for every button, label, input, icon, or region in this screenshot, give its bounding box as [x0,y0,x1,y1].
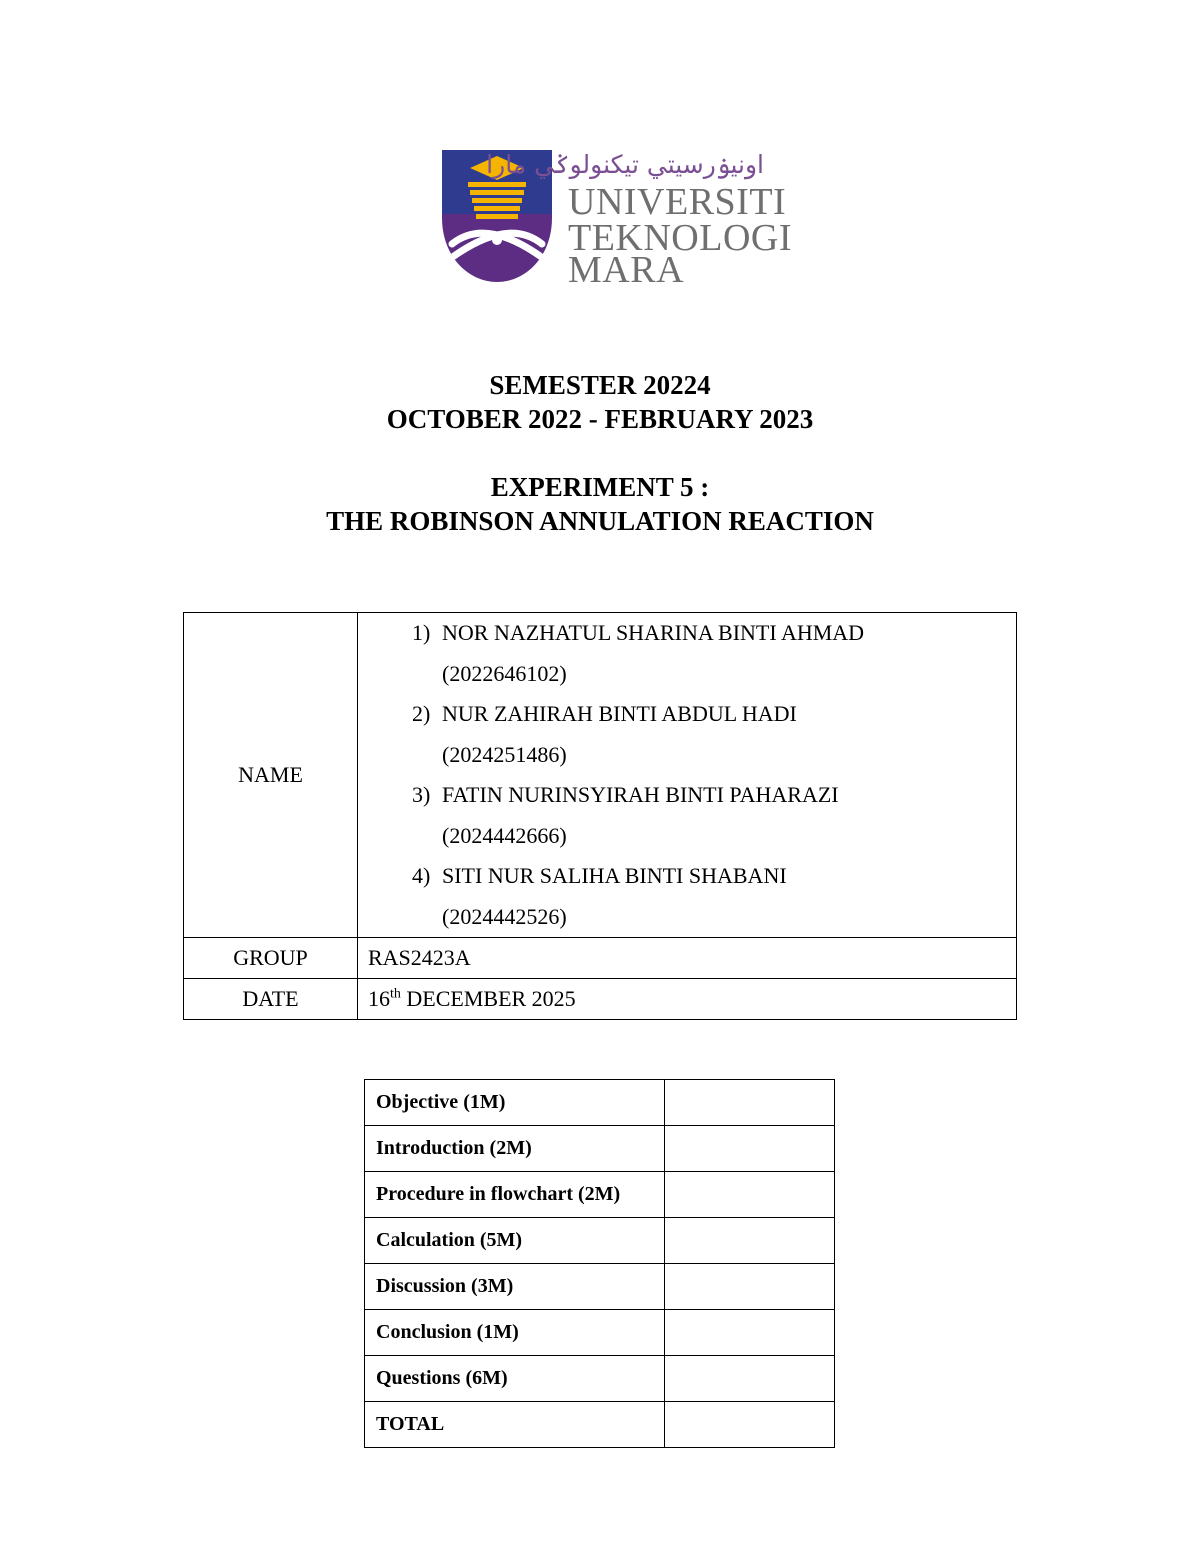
marks-criterion: Objective (1M) [365,1080,665,1126]
experiment-title: THE ROBINSON ANNULATION REACTION [326,506,874,536]
marks-criterion: Questions (6M) [365,1356,665,1402]
marks-criterion: Discussion (3M) [365,1264,665,1310]
marks-criterion: Procedure in flowchart (2M) [365,1172,665,1218]
marks-row-total [365,1402,835,1448]
name-row [184,613,1017,938]
logo-word-teknologi: TEKNOLOGI [568,217,793,259]
marks-score-cell [664,1356,834,1402]
group-value: RAS2423A [358,938,1017,979]
member-item [412,694,1016,775]
marks-row [365,1310,835,1356]
marks-score-cell [664,1080,834,1126]
marks-score-cell [664,1172,834,1218]
student-info-table [183,612,1017,1020]
marks-total-score [664,1402,834,1448]
logo-jawi-text: اونيۏرسيتي تيكنولوݢي مارا [486,150,764,179]
member-name: NOR NAZHATUL SHARINA BINTI AHMAD [442,620,865,645]
marks-table [364,1079,835,1448]
semester-title: SEMESTER 20224 [489,370,711,400]
member-id: (2022646102) [442,660,567,686]
member-item [412,775,1016,856]
marks-row [365,1218,835,1264]
marks-score-cell [664,1264,834,1310]
member-number: 2) [412,701,431,726]
name-label: NAME [184,613,358,938]
member-item [412,856,1016,937]
member-name: SITI NUR SALIHA BINTI SHABANI [442,863,787,888]
logo-word-mara: MARA [568,249,685,291]
marks-criterion: Calculation (5M) [365,1218,665,1264]
member-item [412,613,1016,694]
marks-row [365,1264,835,1310]
marks-criterion: Introduction (2M) [365,1126,665,1172]
marks-total-label: TOTAL [365,1402,665,1448]
marks-criterion: Conclusion (1M) [365,1310,665,1356]
member-id: (2024442526) [442,903,567,929]
group-label: GROUP [184,938,358,979]
members-cell [358,613,1017,938]
marks-row [365,1356,835,1402]
semester-period: OCTOBER 2022 - FEBRUARY 2023 [386,404,814,434]
member-name: NUR ZAHIRAH BINTI ABDUL HADI [442,701,797,726]
date-label: DATE [184,979,358,1020]
member-number: 1) [412,620,431,645]
marks-score-cell [664,1310,834,1356]
marks-score-cell [664,1218,834,1264]
logo-word-universiti: UNIVERSITI [568,181,787,223]
date-suffix: th [390,986,401,1002]
member-number: 3) [412,782,431,807]
group-row [184,938,1017,979]
date-day: 16 [368,986,390,1011]
experiment-number: EXPERIMENT 5 : [490,472,710,502]
member-list [368,613,1016,937]
marks-row [365,1126,835,1172]
member-id: (2024251486) [442,741,567,767]
marks-row [365,1080,835,1126]
university-logo [440,148,793,291]
date-value [358,979,1017,1020]
date-row [184,979,1017,1020]
marks-row [365,1172,835,1218]
date-month-year: DECEMBER 2025 [400,986,576,1011]
member-id: (2024442666) [442,822,567,848]
member-name: FATIN NURINSYIRAH BINTI PAHARAZI [442,782,839,807]
member-number: 4) [412,863,431,888]
marks-score-cell [664,1126,834,1172]
